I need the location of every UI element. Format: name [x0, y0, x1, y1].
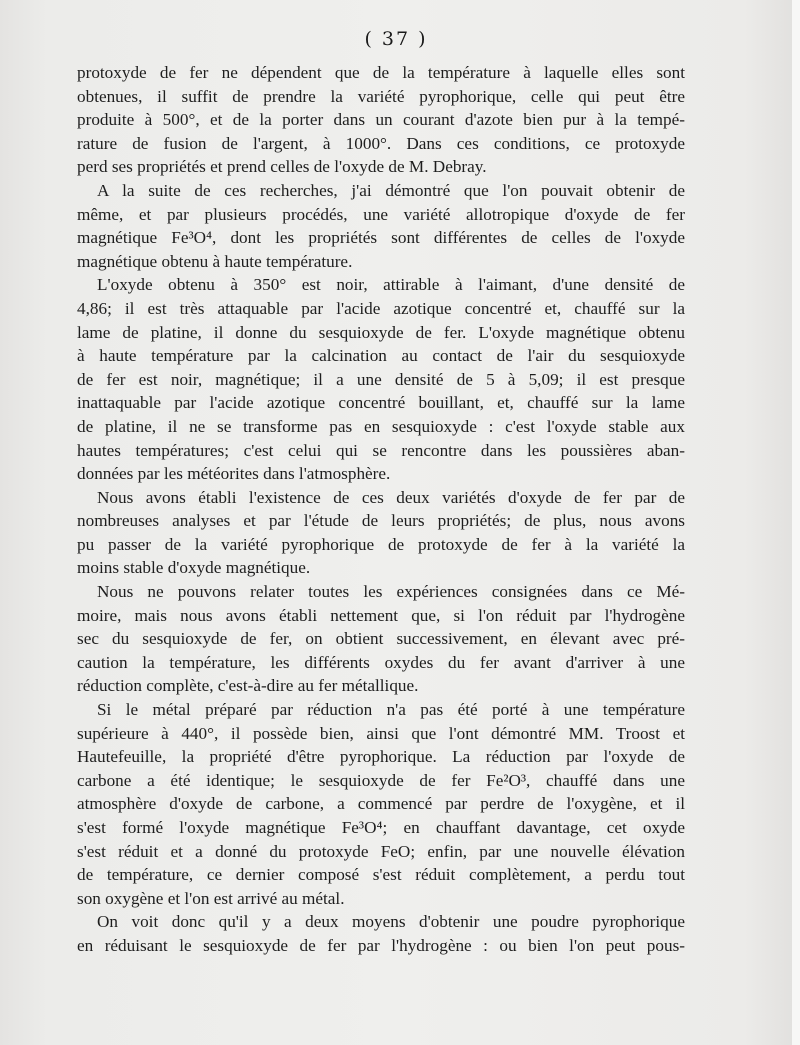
text-line: même, et par plusieurs procédés, une variété allotropique d'oxyde de fer [77, 204, 685, 224]
text-line: moire, mais nous avons établi nettement que, si l'on réduit par l'hydrogène [77, 605, 685, 625]
text-line: rature de fusion de l'argent, à 1000°. Dans ces conditions, ce protoxyde [77, 133, 685, 153]
text-line: inattaquable par l'acide azotique concentré bouillant, et, chauffé sur la lame [77, 393, 685, 413]
text-line: sec du sesquioxyde de fer, on obtient successivement, en élevant avec pré- [77, 629, 685, 649]
text-line: réduction complète, c'est-à-dire au fer métallique. [77, 676, 419, 696]
text-line: carbone a été identique; le sesquioxyde de fer Fe²O³, chauffé dans une [77, 770, 685, 790]
page-number: ( 37 ) [364, 28, 428, 50]
page-edge [792, 0, 800, 1045]
paragraph [77, 273, 685, 485]
text-line: perd ses propriétés et prend celles de l'oxyde de M. Debray. [77, 157, 487, 177]
paragraph [77, 486, 685, 580]
text-line: s'est réduit et a donné du protoxyde FeO; enfin, par une nouvelle élévation [77, 841, 685, 861]
text-line: de platine, il ne se transforme pas en sesquioxyde : c'est l'oxyde stable aux [77, 416, 685, 436]
paragraph [77, 61, 685, 179]
text-line: caution la température, les différents oxydes du fer avant d'arriver à une [77, 652, 685, 672]
text-line: à haute température par la calcination au contact de l'air du sesquioxyde [77, 346, 685, 366]
text-line: On voit donc qu'il y a deux moyens d'obtenir une poudre pyrophorique [97, 912, 685, 932]
text-line: lame de platine, il donne du sesquioxyde de fer. L'oxyde magnétique obtenu [77, 322, 685, 342]
paragraph [77, 580, 685, 698]
text-line: atmosphère d'oxyde de carbone, a commencé par perdre de l'oxygène, et il [77, 794, 685, 814]
text-line: L'oxyde obtenu à 350° est noir, attirable à l'aimant, d'une densité de [97, 275, 685, 295]
text-line: supérieure à 440°, il possède bien, ainsi que l'ont démontré MM. Troost et [77, 723, 685, 743]
paragraph [77, 910, 685, 957]
text-line: obtenues, il suffit de prendre la variété pyrophorique, celle qui peut être [77, 86, 685, 106]
text-line: Hautefeuille, la propriété d'être pyrophorique. La réduction par l'oxyde de [77, 747, 685, 767]
text-line: produite à 500°, et de la porter dans un courant d'azote bien pur à la tempé- [77, 110, 685, 130]
text-line: moins stable d'oxyde magnétique. [77, 558, 311, 578]
text-line: Nous ne pouvons relater toutes les expériences consignées dans ce Mé- [97, 582, 685, 602]
text-line: en réduisant le sesquioxyde de fer par l'hydrogène : ou bien l'on peut pous- [77, 935, 685, 955]
text-line: A la suite de ces recherches, j'ai démontré que l'on pouvait obtenir de [97, 180, 685, 200]
text-line: hautes températures; c'est celui qui se rencontre dans les poussières aban- [77, 440, 685, 460]
text-line: de température, ce dernier composé s'est réduit complètement, a perdu tout [77, 865, 685, 885]
text-line: de fer est noir, magnétique; il a une densité de 5 à 5,09; il est presque [77, 369, 685, 389]
text-line: s'est formé l'oxyde magnétique Fe³O⁴; en chauffant davantage, cet oxyde [77, 818, 685, 837]
text-line: protoxyde de fer ne dépendent que de la température à laquelle elles sont [77, 63, 685, 82]
text-line: magnétique Fe³O⁴, dont les propriétés sont différentes de celles de l'oxyde [77, 228, 685, 248]
paragraph [77, 179, 685, 273]
paragraph [77, 698, 685, 910]
body-text [77, 61, 685, 958]
text-line: 4,86; il est très attaquable par l'acide azotique concentré et, chauffé sur la [77, 298, 685, 318]
text-line: Si le métal préparé par réduction n'a pas été porté à une température [97, 700, 685, 720]
text-line: Nous avons établi l'existence de ces deux variétés d'oxyde de fer par de [97, 487, 685, 507]
text-line: pu passer de la variété pyrophorique de protoxyde de fer à la variété la [77, 534, 685, 554]
text-line: nombreuses analyses et par l'étude de leurs propriétés; de plus, nous avons [77, 511, 685, 531]
text-line: son oxygène et l'on est arrivé au métal. [77, 888, 345, 908]
text-line: données par les météorites dans l'atmosphère. [77, 464, 391, 484]
text-line: magnétique obtenu à haute température. [77, 251, 353, 271]
